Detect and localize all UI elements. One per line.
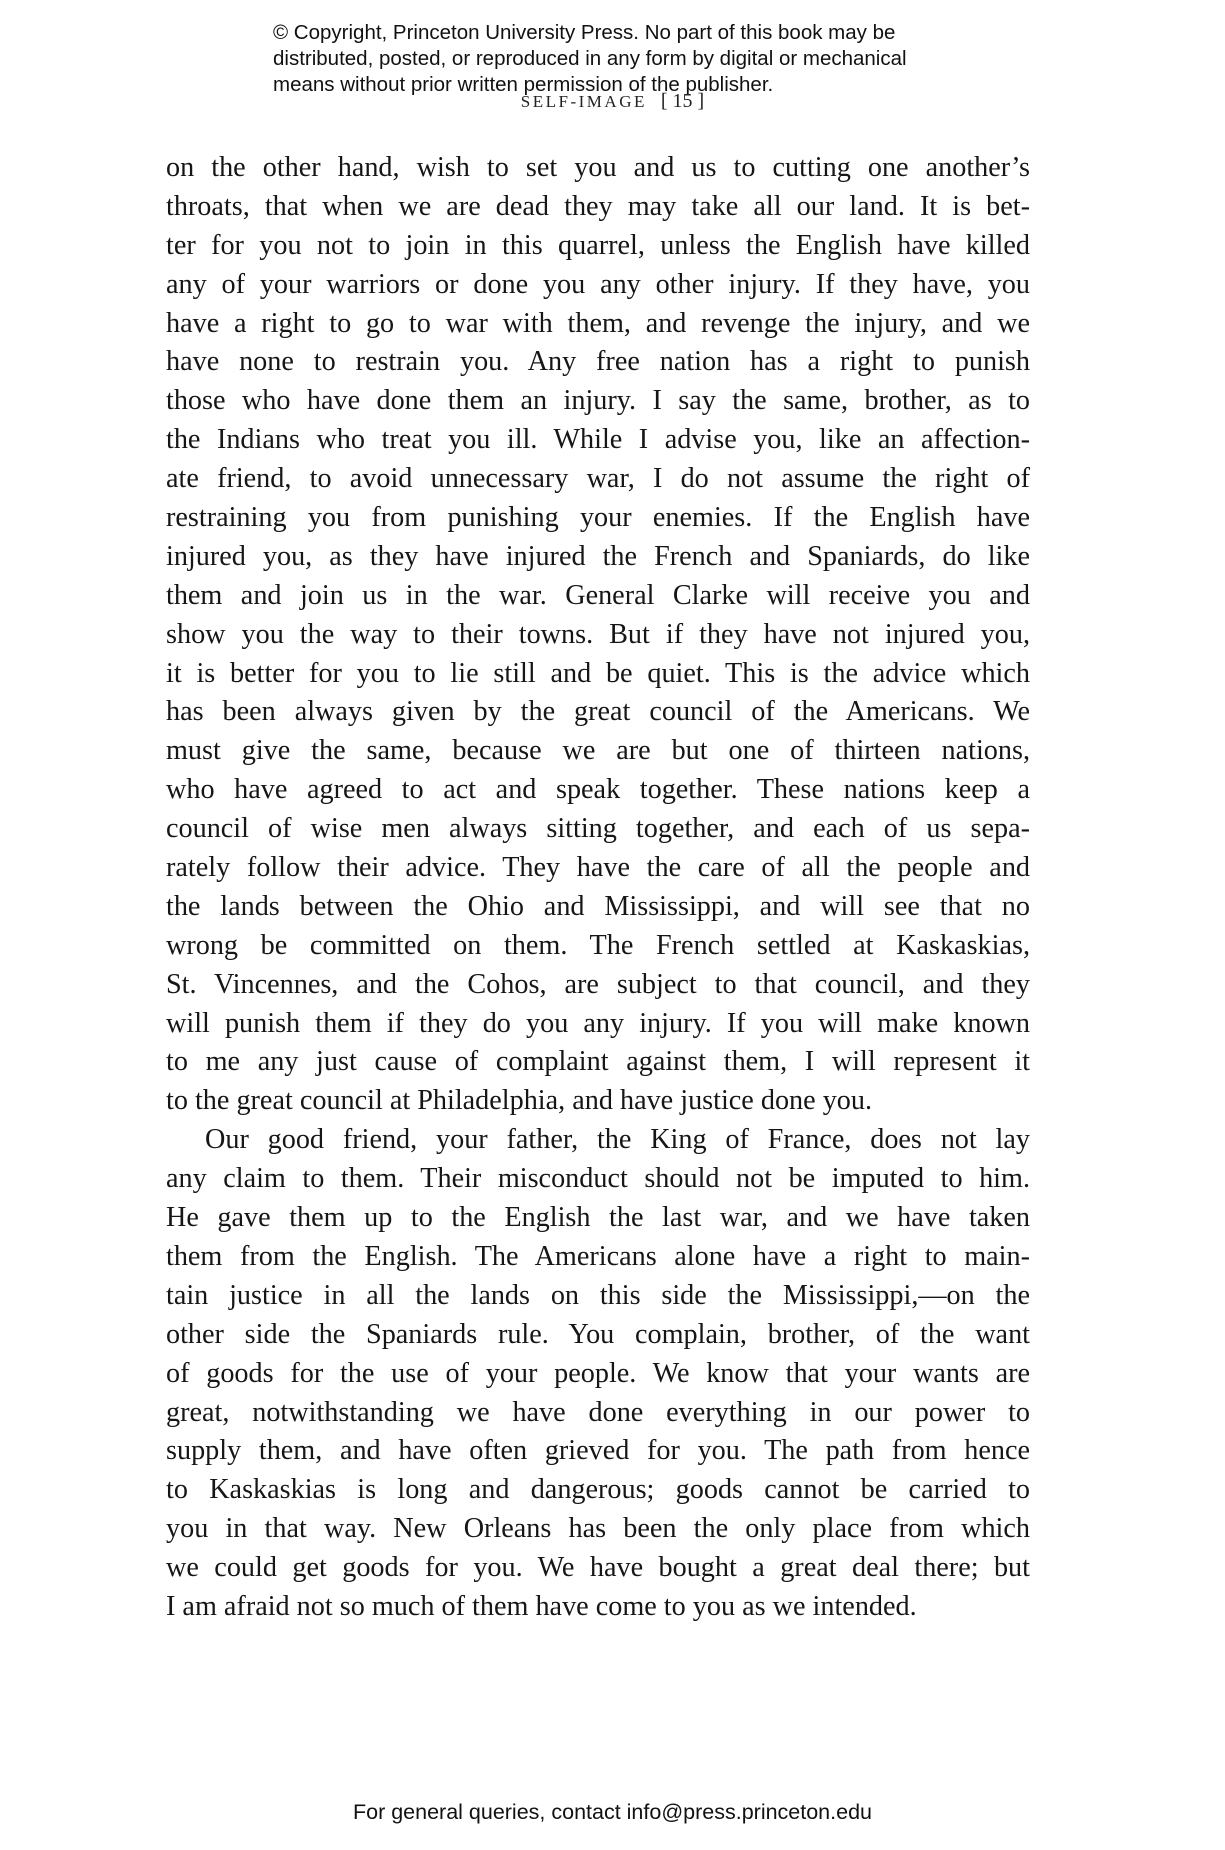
text-line: rately follow their advice. They have the care of all the people and bbox=[166, 852, 1030, 884]
running-head bbox=[0, 90, 1225, 113]
text-line: Our good friend, your father, the King of France, does not lay bbox=[205, 1124, 1030, 1156]
paragraph bbox=[166, 1121, 1030, 1627]
footer-contact: For general queries, contact info@press.princeton.edu bbox=[352, 1800, 872, 1824]
text-line: you in that way. New Orleans has been the only place from which bbox=[166, 1513, 1030, 1545]
text-line: who have agreed to act and speak together. These nations keep a bbox=[166, 774, 1030, 806]
text-line: the lands between the Ohio and Mississippi, and will see that no bbox=[166, 890, 1030, 922]
text-line: on the other hand, wish to set you and us to cutting one another’s bbox=[166, 152, 1030, 183]
text-line: we could get goods for you. We have bought a great deal there; but bbox=[166, 1552, 1030, 1584]
body-text bbox=[166, 149, 1030, 1627]
paragraph bbox=[166, 149, 1030, 1121]
text-line: has been always given by the great council of the Americans. We bbox=[166, 696, 1030, 728]
text-line: show you the way to their towns. But if they have not injured you, bbox=[166, 618, 1030, 650]
copyright-notice bbox=[273, 20, 993, 98]
copyright-line: distributed, posted, or reproduced in any form by digital or mechanical bbox=[273, 47, 907, 70]
text-line: of goods for the use of your people. We know that your wants are bbox=[166, 1357, 1030, 1389]
text-line: have a right to go to war with them, and revenge the injury, and we bbox=[166, 307, 1030, 339]
text-line: He gave them up to the English the last war, and we have taken bbox=[166, 1202, 1030, 1234]
text-line: ate friend, to avoid unnecessary war, I do not assume the right of bbox=[166, 463, 1030, 495]
text-line: throats, that when we are dead they may take all our land. It is bet- bbox=[166, 190, 1030, 222]
copyright-line: © Copyright, Princeton University Press. No part of this book may be bbox=[273, 21, 896, 44]
text-line: any of your warriors or done you any other injury. If they have, you bbox=[166, 268, 1030, 300]
text-line: to the great council at Philadelphia, and have justice done you. bbox=[166, 1085, 873, 1117]
text-line: council of wise men always sitting together, and each of us sepa- bbox=[166, 813, 1030, 845]
text-line: I am afraid not so much of them have come to you as we intended. bbox=[166, 1590, 917, 1622]
text-line: other side the Spaniards rule. You complain, brother, of the want bbox=[166, 1318, 1030, 1350]
page-number: [ 15 ] bbox=[660, 90, 705, 112]
text-line: the Indians who treat you ill. While I advise you, like an affection- bbox=[166, 424, 1030, 456]
text-line: them and join us in the war. General Clarke will receive you and bbox=[166, 579, 1030, 611]
text-line: any claim to them. Their misconduct should not be imputed to him. bbox=[166, 1163, 1030, 1195]
text-line: those who have done them an injury. I say the same, brother, as to bbox=[166, 385, 1030, 417]
text-line: wrong be committed on them. The French settled at Kaskaskias, bbox=[166, 929, 1030, 961]
text-line: ter for you not to join in this quarrel, unless the English have killed bbox=[166, 229, 1030, 261]
copyright-line: means without prior written permission of the publisher. bbox=[273, 73, 774, 96]
text-line: it is better for you to lie still and be quiet. This is the advice which bbox=[166, 657, 1030, 689]
text-line: have none to restrain you. Any free nation has a right to punish bbox=[166, 346, 1030, 378]
text-line: tain justice in all the lands on this side the Mississippi,—on the bbox=[166, 1279, 1030, 1311]
text-line: will punish them if they do you any injury. If you will make known bbox=[166, 1007, 1030, 1039]
text-line: great, notwithstanding we have done everything in our power to bbox=[166, 1396, 1030, 1428]
text-line: St. Vincennes, and the Cohos, are subject to that council, and they bbox=[166, 968, 1030, 1000]
text-line: them from the English. The Americans alone have a right to main- bbox=[166, 1240, 1030, 1272]
text-line: must give the same, because we are but one of thirteen nations, bbox=[166, 735, 1030, 767]
text-line: injured you, as they have injured the French and Spaniards, do like bbox=[166, 540, 1030, 572]
text-line: restraining you from punishing your enemies. If the English have bbox=[166, 502, 1030, 534]
text-line: to Kaskaskias is long and dangerous; goods cannot be carried to bbox=[166, 1474, 1030, 1506]
running-head-title: SELF-IMAGE bbox=[520, 92, 647, 111]
text-line: to me any just cause of complaint against them, I will represent it bbox=[166, 1046, 1030, 1078]
text-line: supply them, and have often grieved for you. The path from hence bbox=[166, 1435, 1030, 1467]
